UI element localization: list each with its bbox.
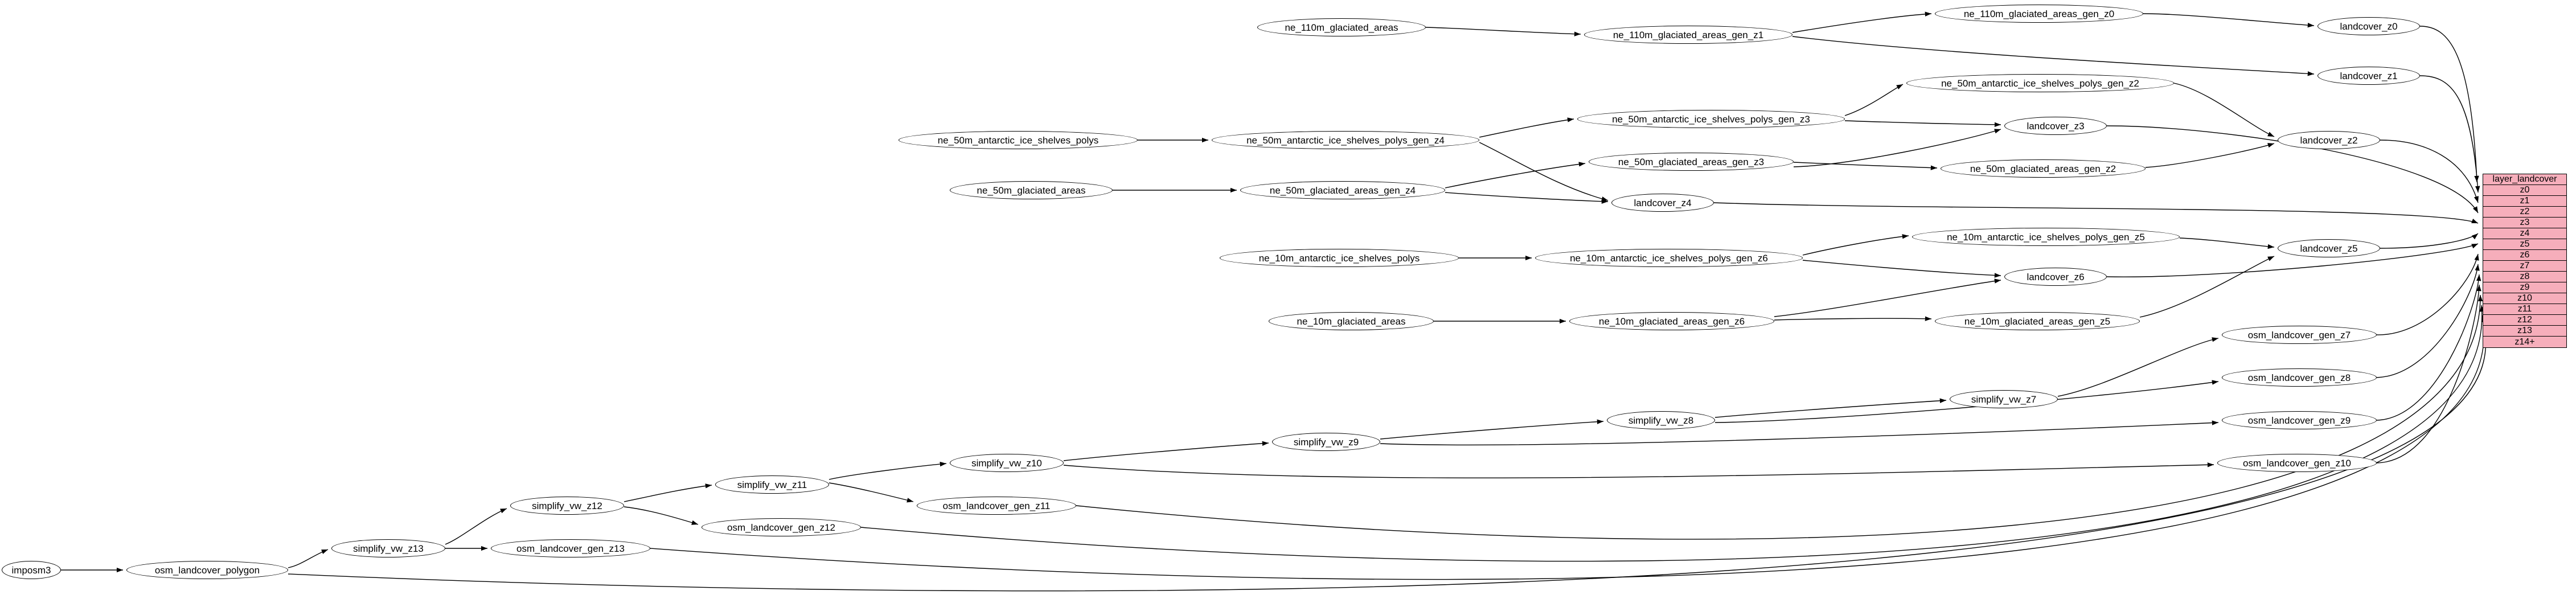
- graph-node-ne-10m-antarctic-ice-shelves-polys-gen-z6[interactable]: [1535, 249, 1803, 267]
- legend-row-z3[interactable]: z3: [2483, 218, 2566, 228]
- node-label: ne_50m_antarctic_ice_shelves_polys_gen_z3: [1612, 113, 1810, 125]
- node-label: ne_50m_antarctic_ice_shelves_polys_gen_z4: [1246, 134, 1445, 146]
- node-label: ne_110m_glaciated_areas: [1285, 22, 1398, 33]
- legend-row-z1[interactable]: z1: [2483, 196, 2566, 207]
- graph-node-ne-50m-glaciated-areas-gen-z3[interactable]: [1589, 153, 1794, 171]
- node-label: osm_landcover_gen_z10: [2243, 457, 2351, 469]
- node-label: ne_10m_glaciated_areas_gen_z5: [1964, 315, 2111, 327]
- node-label: osm_landcover_gen_z7: [2247, 329, 2351, 341]
- node-label: ne_50m_antarctic_ice_shelves_polys: [937, 134, 1099, 146]
- node-label: ne_50m_glaciated_areas_gen_z3: [1618, 156, 1765, 167]
- legend-title: layer_landcover: [2483, 174, 2566, 185]
- graph-node-landcover-z2[interactable]: [2278, 131, 2380, 149]
- node-label: ne_10m_glaciated_areas: [1297, 315, 1406, 327]
- node-label: simplify_vw_z12: [532, 500, 602, 511]
- graph-node-simplify-vw-z7[interactable]: [1950, 390, 2058, 408]
- legend-row-z10[interactable]: z10: [2483, 293, 2566, 304]
- node-label: ne_50m_glaciated_areas_gen_z2: [1970, 163, 2116, 174]
- graph-node-ne-10m-antarctic-ice-shelves-polys[interactable]: [1220, 249, 1459, 267]
- node-label: osm_landcover_gen_z9: [2247, 415, 2351, 426]
- node-label: ne_110m_glaciated_areas_gen_z0: [1963, 8, 2115, 19]
- node-label: simplify_vw_z9: [1293, 436, 1359, 448]
- node-label: osm_landcover_gen_z13: [516, 543, 625, 554]
- layer-landcover-legend: [2483, 174, 2567, 348]
- node-label: simplify_vw_z13: [353, 543, 424, 554]
- node-label: osm_landcover_gen_z11: [942, 500, 1051, 511]
- legend-row-z13[interactable]: z13: [2483, 326, 2566, 337]
- graph-node-osm-landcover-polygon[interactable]: [126, 561, 288, 579]
- node-label: landcover_z6: [2027, 271, 2085, 282]
- node-label: landcover_z0: [2340, 20, 2398, 32]
- graph-node-ne-50m-antarctic-ice-shelves-polys-gen-z2[interactable]: [1906, 74, 2174, 92]
- node-label: imposm3: [11, 564, 51, 576]
- graph-node-osm-landcover-gen-z12[interactable]: [702, 518, 861, 536]
- node-label: ne_10m_antarctic_ice_shelves_polys: [1258, 252, 1420, 264]
- graph-node-simplify-vw-z8[interactable]: [1607, 411, 1715, 429]
- legend-row-z11[interactable]: z11: [2483, 304, 2566, 315]
- graph-node-ne-50m-glaciated-areas-gen-z2[interactable]: [1941, 159, 2146, 178]
- node-label: ne_50m_antarctic_ice_shelves_polys_gen_z2: [1941, 77, 2139, 89]
- graph-node-landcover-z4[interactable]: [1611, 194, 1714, 212]
- legend-row-z6[interactable]: z6: [2483, 250, 2566, 261]
- node-label: simplify_vw_z8: [1628, 415, 1694, 426]
- graph-node-ne-10m-antarctic-ice-shelves-polys-gen-z5[interactable]: [1912, 228, 2180, 246]
- legend-row-z5[interactable]: z5: [2483, 239, 2566, 250]
- graph-node-imposm3[interactable]: [2, 561, 61, 579]
- graph-node-ne-50m-antarctic-ice-shelves-polys[interactable]: [899, 131, 1138, 149]
- graph-node-ne-10m-glaciated-areas-gen-z5[interactable]: [1935, 312, 2140, 330]
- graph-node-landcover-z3[interactable]: [2004, 117, 2107, 135]
- node-label: ne_50m_glaciated_areas: [977, 184, 1086, 196]
- legend-row-z8[interactable]: z8: [2483, 272, 2566, 282]
- graph-node-ne-50m-antarctic-ice-shelves-polys-gen-z4[interactable]: [1212, 131, 1479, 149]
- graph-node-simplify-vw-z10[interactable]: [950, 454, 1064, 472]
- graph-node-simplify-vw-z13[interactable]: [331, 539, 445, 557]
- legend-row-z12[interactable]: z12: [2483, 315, 2566, 326]
- graph-node-ne-50m-glaciated-areas[interactable]: [950, 181, 1113, 199]
- node-label: osm_landcover_polygon: [154, 564, 260, 576]
- graph-node-ne-10m-glaciated-areas-gen-z6[interactable]: [1569, 312, 1774, 330]
- legend-row-z14plus[interactable]: z14+: [2515, 337, 2535, 347]
- node-label: landcover_z2: [2300, 134, 2358, 146]
- node-label: landcover_z4: [1634, 197, 1692, 208]
- node-label: osm_landcover_gen_z12: [727, 522, 835, 533]
- legend-row-z2[interactable]: z2: [2483, 207, 2566, 218]
- graph-node-ne-110m-glaciated-areas[interactable]: [1257, 18, 1426, 36]
- graph-node-ne-110m-glaciated-areas-gen-z1[interactable]: [1584, 26, 1792, 44]
- node-label: ne_10m_antarctic_ice_shelves_polys_gen_z6: [1570, 252, 1768, 264]
- graph-node-osm-landcover-gen-z7[interactable]: [2222, 326, 2377, 344]
- graph-node-landcover-z5[interactable]: [2278, 239, 2380, 257]
- graph-node-osm-landcover-gen-z8[interactable]: [2222, 368, 2377, 387]
- graph-node-ne-50m-glaciated-areas-gen-z4[interactable]: [1240, 181, 1445, 199]
- graph-node-osm-landcover-gen-z10[interactable]: [2217, 454, 2377, 472]
- graph-node-osm-landcover-gen-z9[interactable]: [2222, 411, 2377, 429]
- node-label: ne_10m_antarctic_ice_shelves_polys_gen_z5: [1947, 231, 2145, 243]
- node-label: simplify_vw_z10: [971, 457, 1042, 469]
- graph-node-osm-landcover-gen-z11[interactable]: [917, 497, 1076, 515]
- node-label: simplify_vw_z7: [1971, 393, 2037, 405]
- node-label: ne_110m_glaciated_areas_gen_z1: [1613, 29, 1764, 40]
- graph-node-landcover-z6[interactable]: [2004, 268, 2107, 286]
- graph-node-osm-landcover-gen-z13[interactable]: [491, 539, 650, 557]
- graph-node-simplify-vw-z9[interactable]: [1272, 433, 1380, 451]
- graph-node-simplify-vw-z12[interactable]: [510, 497, 624, 515]
- node-label: ne_10m_glaciated_areas_gen_z6: [1598, 315, 1745, 327]
- node-label: ne_50m_glaciated_areas_gen_z4: [1269, 184, 1416, 196]
- graph-node-ne-50m-antarctic-ice-shelves-polys-gen-z3[interactable]: [1577, 110, 1845, 128]
- graph-node-simplify-vw-z11[interactable]: [715, 475, 829, 494]
- node-label: simplify_vw_z11: [737, 479, 807, 490]
- legend-row-z9[interactable]: z9: [2483, 282, 2566, 293]
- graph-node-landcover-z1[interactable]: [2317, 67, 2420, 85]
- legend-row-z4[interactable]: z4: [2483, 228, 2566, 239]
- legend-row-z7[interactable]: z7: [2483, 261, 2566, 272]
- graph-node-landcover-z0[interactable]: [2317, 17, 2420, 35]
- graph-node-ne-10m-glaciated-areas[interactable]: [1269, 312, 1434, 330]
- node-label: osm_landcover_gen_z8: [2247, 372, 2351, 383]
- graph-node-ne-110m-glaciated-areas-gen-z0[interactable]: [1935, 5, 2143, 23]
- node-label: landcover_z1: [2340, 70, 2398, 81]
- node-label: landcover_z5: [2300, 243, 2358, 254]
- node-label: landcover_z3: [2027, 120, 2085, 132]
- legend-row-z0[interactable]: z0: [2483, 185, 2566, 196]
